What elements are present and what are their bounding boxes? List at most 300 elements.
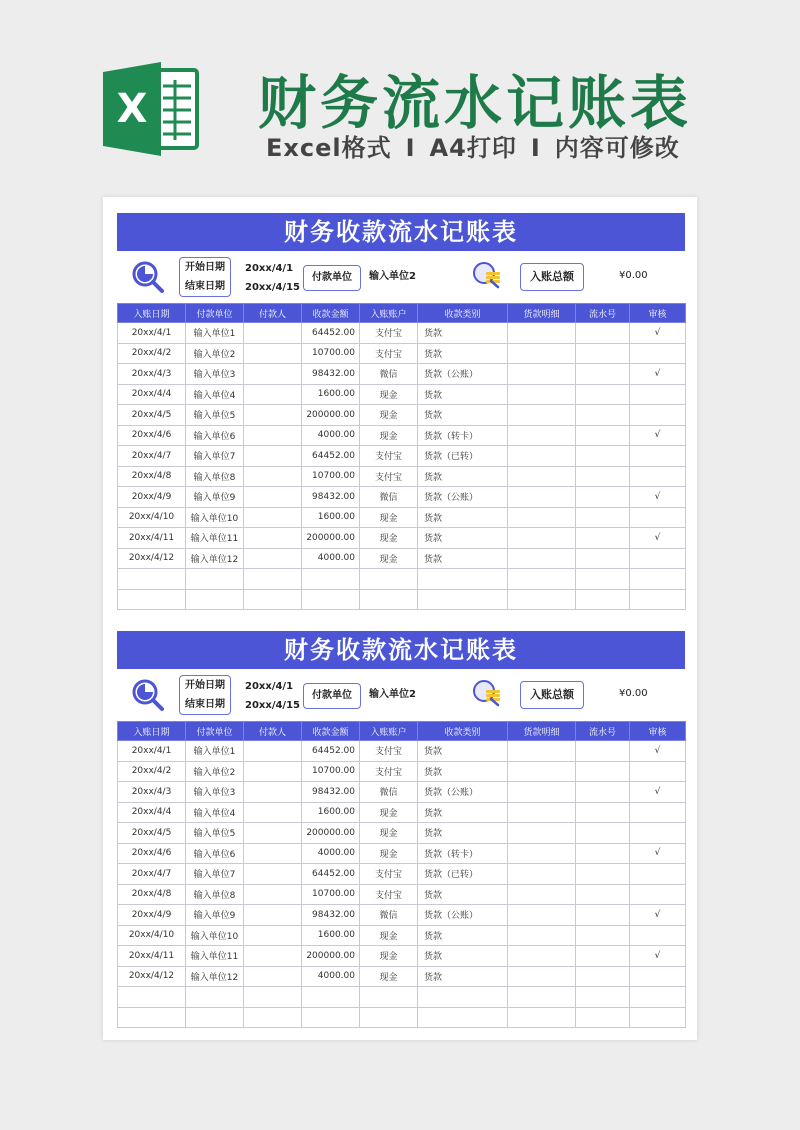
- cell-account[interactable]: 现金: [360, 966, 418, 987]
- cell-entry-date[interactable]: 20xx/4/9: [118, 905, 186, 926]
- cell-serial-no[interactable]: [576, 782, 630, 803]
- cell-amount[interactable]: 1600.00: [302, 802, 360, 823]
- cell-audit[interactable]: √: [630, 905, 686, 926]
- hero-header: [0, 0, 800, 190]
- cell-entry-date[interactable]: 20xx/4/6: [118, 843, 186, 864]
- cell-account[interactable]: 现金: [360, 925, 418, 946]
- table-row: [118, 741, 686, 762]
- cell-category[interactable]: [418, 589, 508, 610]
- cell-serial-no[interactable]: [576, 364, 630, 385]
- subtitle-separator: I: [530, 134, 541, 162]
- cell-amount[interactable]: 4000.00: [302, 966, 360, 987]
- cell-detail[interactable]: [508, 323, 576, 344]
- cell-serial-no[interactable]: [576, 405, 630, 426]
- column-header-serial-no: 流水号: [576, 304, 630, 323]
- cell-amount[interactable]: 10700.00: [302, 343, 360, 364]
- cell-category[interactable]: 货款: [418, 741, 508, 762]
- column-header-payer-person: 付款人: [244, 722, 302, 741]
- cell-payer-person[interactable]: [244, 507, 302, 528]
- cell-audit[interactable]: √: [630, 843, 686, 864]
- column-header-serial-no: 流水号: [576, 722, 630, 741]
- column-header-detail: 货款明细: [508, 304, 576, 323]
- table-row: [118, 425, 686, 446]
- cell-payer[interactable]: 输入单位12: [186, 966, 244, 987]
- cell-category[interactable]: 货款: [418, 323, 508, 344]
- cell-audit[interactable]: [630, 966, 686, 987]
- cell-payer-person[interactable]: [244, 905, 302, 926]
- cell-entry-date[interactable]: [118, 569, 186, 590]
- cell-entry-date[interactable]: 20xx/4/2: [118, 761, 186, 782]
- column-header-payer-person: 付款人: [244, 304, 302, 323]
- cell-audit[interactable]: [630, 589, 686, 610]
- cell-serial-no[interactable]: [576, 446, 630, 467]
- cell-detail[interactable]: [508, 741, 576, 762]
- cell-audit[interactable]: √: [630, 323, 686, 344]
- table-row: [118, 966, 686, 987]
- cell-entry-date[interactable]: [118, 987, 186, 1008]
- cell-payer[interactable]: 输入单位3: [186, 782, 244, 803]
- cell-account[interactable]: 现金: [360, 946, 418, 967]
- cell-serial-no[interactable]: [576, 905, 630, 926]
- cell-category[interactable]: [418, 1007, 508, 1028]
- start-date-label: 开始日期: [185, 680, 225, 691]
- cell-detail[interactable]: [508, 364, 576, 385]
- cell-payer-person[interactable]: [244, 323, 302, 344]
- cell-entry-date[interactable]: 20xx/4/1: [118, 323, 186, 344]
- cell-audit[interactable]: [630, 925, 686, 946]
- cell-detail[interactable]: [508, 925, 576, 946]
- cell-audit[interactable]: √: [630, 528, 686, 549]
- cell-category[interactable]: 货款（公账）: [418, 782, 508, 803]
- cell-amount[interactable]: 64452.00: [302, 741, 360, 762]
- cell-audit[interactable]: [630, 384, 686, 405]
- cell-account[interactable]: 现金: [360, 507, 418, 528]
- cell-audit[interactable]: √: [630, 741, 686, 762]
- cell-payer[interactable]: 输入单位12: [186, 548, 244, 569]
- cell-detail[interactable]: [508, 946, 576, 967]
- cell-audit[interactable]: [630, 343, 686, 364]
- cell-audit[interactable]: √: [630, 946, 686, 967]
- cell-category[interactable]: 货款: [418, 384, 508, 405]
- table-row: [118, 802, 686, 823]
- cell-amount[interactable]: 200000.00: [302, 528, 360, 549]
- cell-amount[interactable]: 98432.00: [302, 487, 360, 508]
- cell-payer-person[interactable]: [244, 823, 302, 844]
- cell-serial-no[interactable]: [576, 925, 630, 946]
- cell-entry-date[interactable]: 20xx/4/5: [118, 823, 186, 844]
- table-row: [118, 782, 686, 803]
- cell-entry-date[interactable]: 20xx/4/8: [118, 466, 186, 487]
- cell-amount[interactable]: 10700.00: [302, 761, 360, 782]
- cell-audit[interactable]: √: [630, 487, 686, 508]
- date-range-values: [245, 259, 300, 297]
- cell-account[interactable]: 支付宝: [360, 761, 418, 782]
- cell-payer-person[interactable]: [244, 364, 302, 385]
- table-row: [118, 823, 686, 844]
- cell-audit[interactable]: [630, 569, 686, 590]
- cell-entry-date[interactable]: 20xx/4/6: [118, 425, 186, 446]
- cell-payer-person[interactable]: [244, 446, 302, 467]
- cell-audit[interactable]: [630, 466, 686, 487]
- total-amount-value: ¥0.00: [619, 688, 648, 699]
- cell-serial-no[interactable]: [576, 966, 630, 987]
- cell-amount[interactable]: 200000.00: [302, 405, 360, 426]
- cell-detail[interactable]: [508, 425, 576, 446]
- cell-serial-no[interactable]: [576, 884, 630, 905]
- cell-account[interactable]: 现金: [360, 823, 418, 844]
- cell-detail[interactable]: [508, 905, 576, 926]
- payer-value[interactable]: 输入单位2: [369, 689, 416, 700]
- cell-serial-no[interactable]: [576, 823, 630, 844]
- cell-entry-date[interactable]: 20xx/4/4: [118, 384, 186, 405]
- cell-category[interactable]: 货款（公账）: [418, 487, 508, 508]
- cell-payer[interactable]: 输入单位4: [186, 384, 244, 405]
- cell-serial-no[interactable]: [576, 843, 630, 864]
- cell-serial-no[interactable]: [576, 589, 630, 610]
- cell-payer-person[interactable]: [244, 761, 302, 782]
- cell-payer-person[interactable]: [244, 589, 302, 610]
- cell-amount[interactable]: 64452.00: [302, 323, 360, 344]
- cell-audit[interactable]: √: [630, 782, 686, 803]
- cell-serial-no[interactable]: [576, 569, 630, 590]
- cell-entry-date[interactable]: 20xx/4/12: [118, 966, 186, 987]
- cell-payer[interactable]: 输入单位5: [186, 405, 244, 426]
- cell-payer[interactable]: 输入单位2: [186, 343, 244, 364]
- cell-detail[interactable]: [508, 446, 576, 467]
- cell-payer[interactable]: 输入单位8: [186, 884, 244, 905]
- cell-detail[interactable]: [508, 884, 576, 905]
- cell-detail[interactable]: [508, 802, 576, 823]
- cell-serial-no[interactable]: [576, 741, 630, 762]
- cell-payer-person[interactable]: [244, 405, 302, 426]
- cell-amount[interactable]: [302, 569, 360, 590]
- cell-entry-date[interactable]: 20xx/4/3: [118, 782, 186, 803]
- cell-category[interactable]: 货款: [418, 548, 508, 569]
- cell-account[interactable]: 现金: [360, 548, 418, 569]
- cell-payer-person[interactable]: [244, 966, 302, 987]
- cell-payer[interactable]: 输入单位11: [186, 946, 244, 967]
- cell-category[interactable]: 货款（公账）: [418, 364, 508, 385]
- cell-payer[interactable]: 输入单位1: [186, 323, 244, 344]
- cell-payer-person[interactable]: [244, 343, 302, 364]
- cell-amount[interactable]: 98432.00: [302, 782, 360, 803]
- cell-detail[interactable]: [508, 466, 576, 487]
- table-row: [118, 487, 686, 508]
- cell-detail[interactable]: [508, 343, 576, 364]
- total-amount-value: ¥0.00: [619, 270, 648, 281]
- cell-entry-date[interactable]: 20xx/4/2: [118, 343, 186, 364]
- cell-account[interactable]: 支付宝: [360, 446, 418, 467]
- cell-entry-date[interactable]: [118, 1007, 186, 1028]
- cell-amount[interactable]: 64452.00: [302, 446, 360, 467]
- cell-entry-date[interactable]: 20xx/4/1: [118, 741, 186, 762]
- cell-category[interactable]: [418, 569, 508, 590]
- cell-payer-person[interactable]: [244, 528, 302, 549]
- cell-detail[interactable]: [508, 507, 576, 528]
- cell-account[interactable]: 现金: [360, 528, 418, 549]
- cell-account[interactable]: [360, 987, 418, 1008]
- cell-audit[interactable]: [630, 507, 686, 528]
- cell-audit[interactable]: [630, 446, 686, 467]
- cell-payer[interactable]: 输入单位6: [186, 843, 244, 864]
- cell-detail[interactable]: [508, 528, 576, 549]
- cell-account[interactable]: 现金: [360, 384, 418, 405]
- cell-payer[interactable]: 输入单位7: [186, 446, 244, 467]
- ledger-block: [117, 631, 685, 1028]
- cell-payer-person[interactable]: [244, 1007, 302, 1028]
- cell-account[interactable]: 支付宝: [360, 323, 418, 344]
- cell-payer-person[interactable]: [244, 384, 302, 405]
- cell-audit[interactable]: [630, 548, 686, 569]
- cell-amount[interactable]: 98432.00: [302, 905, 360, 926]
- cell-entry-date[interactable]: 20xx/4/7: [118, 864, 186, 885]
- cell-entry-date[interactable]: 20xx/4/10: [118, 507, 186, 528]
- cell-payer[interactable]: [186, 589, 244, 610]
- cell-payer[interactable]: 输入单位11: [186, 528, 244, 549]
- cell-audit[interactable]: √: [630, 425, 686, 446]
- cell-amount[interactable]: 64452.00: [302, 864, 360, 885]
- start-date-value[interactable]: 20xx/4/1: [245, 681, 294, 692]
- cell-payer[interactable]: 输入单位10: [186, 925, 244, 946]
- end-date-value[interactable]: 20xx/4/15: [245, 282, 300, 293]
- cell-account[interactable]: 现金: [360, 405, 418, 426]
- cell-entry-date[interactable]: 20xx/4/3: [118, 364, 186, 385]
- cell-category[interactable]: 货款: [418, 966, 508, 987]
- cell-payer[interactable]: [186, 569, 244, 590]
- cell-entry-date[interactable]: 20xx/4/4: [118, 802, 186, 823]
- cell-amount[interactable]: 1600.00: [302, 507, 360, 528]
- cell-category[interactable]: 货款（转卡）: [418, 425, 508, 446]
- cell-detail[interactable]: [508, 405, 576, 426]
- cell-detail[interactable]: [508, 782, 576, 803]
- cell-category[interactable]: 货款: [418, 466, 508, 487]
- cell-payer-person[interactable]: [244, 987, 302, 1008]
- cell-audit[interactable]: [630, 823, 686, 844]
- cell-amount[interactable]: 4000.00: [302, 425, 360, 446]
- cell-detail[interactable]: [508, 761, 576, 782]
- cell-account[interactable]: 支付宝: [360, 343, 418, 364]
- cell-payer-person[interactable]: [244, 925, 302, 946]
- cell-amount[interactable]: [302, 987, 360, 1008]
- cell-entry-date[interactable]: 20xx/4/12: [118, 548, 186, 569]
- table-row: [118, 323, 686, 344]
- cell-entry-date[interactable]: 20xx/4/5: [118, 405, 186, 426]
- cell-category[interactable]: [418, 987, 508, 1008]
- cell-payer[interactable]: 输入单位9: [186, 905, 244, 926]
- cell-entry-date[interactable]: 20xx/4/10: [118, 925, 186, 946]
- ledger-block: [117, 213, 685, 610]
- cell-payer[interactable]: [186, 987, 244, 1008]
- cell-detail[interactable]: [508, 548, 576, 569]
- cell-amount[interactable]: [302, 1007, 360, 1028]
- cell-payer[interactable]: [186, 1007, 244, 1028]
- cell-payer-person[interactable]: [244, 548, 302, 569]
- cell-category[interactable]: 货款: [418, 528, 508, 549]
- cell-serial-no[interactable]: [576, 384, 630, 405]
- cell-serial-no[interactable]: [576, 548, 630, 569]
- cell-account[interactable]: 支付宝: [360, 864, 418, 885]
- cell-category[interactable]: 货款（公账）: [418, 905, 508, 926]
- table-row: [118, 569, 686, 590]
- cell-serial-no[interactable]: [576, 323, 630, 344]
- table-row: [118, 528, 686, 549]
- cell-serial-no[interactable]: [576, 528, 630, 549]
- table-header-row: [118, 722, 686, 741]
- cell-amount[interactable]: 4000.00: [302, 548, 360, 569]
- subtitle-print: A4打印: [429, 134, 517, 162]
- cell-entry-date[interactable]: 20xx/4/11: [118, 946, 186, 967]
- cell-amount[interactable]: 98432.00: [302, 364, 360, 385]
- cell-detail[interactable]: [508, 384, 576, 405]
- ledger-title: 财务收款流水记账表: [117, 631, 685, 669]
- cell-category[interactable]: 货款: [418, 802, 508, 823]
- cell-amount[interactable]: 4000.00: [302, 843, 360, 864]
- cell-account[interactable]: 现金: [360, 843, 418, 864]
- column-header-amount: 收款金额: [302, 722, 360, 741]
- table-row: [118, 925, 686, 946]
- cell-account[interactable]: 支付宝: [360, 466, 418, 487]
- cell-payer-person[interactable]: [244, 782, 302, 803]
- cell-serial-no[interactable]: [576, 864, 630, 885]
- cell-payer-person[interactable]: [244, 425, 302, 446]
- start-date-value[interactable]: 20xx/4/1: [245, 263, 294, 274]
- cell-payer[interactable]: 输入单位2: [186, 761, 244, 782]
- cell-serial-no[interactable]: [576, 425, 630, 446]
- cell-category[interactable]: 货款: [418, 946, 508, 967]
- table-row: [118, 843, 686, 864]
- cell-payer-person[interactable]: [244, 946, 302, 967]
- cell-detail[interactable]: [508, 589, 576, 610]
- table-row: [118, 507, 686, 528]
- cell-entry-date[interactable]: 20xx/4/9: [118, 487, 186, 508]
- table-row: [118, 384, 686, 405]
- cell-payer-person[interactable]: [244, 864, 302, 885]
- cell-category[interactable]: 货款: [418, 823, 508, 844]
- cell-account[interactable]: 微信: [360, 364, 418, 385]
- cell-entry-date[interactable]: 20xx/4/8: [118, 884, 186, 905]
- payer-label: 付款单位: [303, 265, 361, 291]
- cell-category[interactable]: 货款（已转）: [418, 864, 508, 885]
- cell-payer[interactable]: 输入单位5: [186, 823, 244, 844]
- table-row: [118, 905, 686, 926]
- cell-account[interactable]: 现金: [360, 425, 418, 446]
- cell-account[interactable]: [360, 1007, 418, 1028]
- cell-account[interactable]: 微信: [360, 905, 418, 926]
- cell-audit[interactable]: [630, 1007, 686, 1028]
- cell-account[interactable]: 微信: [360, 782, 418, 803]
- cell-category[interactable]: 货款: [418, 925, 508, 946]
- cell-payer-person[interactable]: [244, 487, 302, 508]
- cell-payer[interactable]: 输入单位3: [186, 364, 244, 385]
- cell-serial-no[interactable]: [576, 487, 630, 508]
- cell-detail[interactable]: [508, 569, 576, 590]
- cell-category[interactable]: 货款: [418, 507, 508, 528]
- cell-audit[interactable]: [630, 761, 686, 782]
- cell-payer[interactable]: 输入单位1: [186, 741, 244, 762]
- column-header-payer: 付款单位: [186, 304, 244, 323]
- cell-account[interactable]: 现金: [360, 802, 418, 823]
- cell-payer[interactable]: 输入单位7: [186, 864, 244, 885]
- cell-amount[interactable]: 10700.00: [302, 884, 360, 905]
- column-header-amount: 收款金额: [302, 304, 360, 323]
- cell-serial-no[interactable]: [576, 987, 630, 1008]
- cell-payer[interactable]: 输入单位4: [186, 802, 244, 823]
- cell-audit[interactable]: [630, 405, 686, 426]
- coin-search-icon: [472, 679, 504, 707]
- cell-category[interactable]: 货款（转卡）: [418, 843, 508, 864]
- cell-payer[interactable]: 输入单位6: [186, 425, 244, 446]
- end-date-label: 结束日期: [185, 699, 225, 710]
- cell-amount[interactable]: [302, 589, 360, 610]
- cell-amount[interactable]: 1600.00: [302, 384, 360, 405]
- cell-category[interactable]: 货款: [418, 343, 508, 364]
- cell-serial-no[interactable]: [576, 802, 630, 823]
- cell-serial-no[interactable]: [576, 507, 630, 528]
- table-row: [118, 364, 686, 385]
- cell-entry-date[interactable]: 20xx/4/11: [118, 528, 186, 549]
- cell-amount[interactable]: 200000.00: [302, 946, 360, 967]
- cell-serial-no[interactable]: [576, 343, 630, 364]
- cell-detail[interactable]: [508, 843, 576, 864]
- cell-entry-date[interactable]: 20xx/4/7: [118, 446, 186, 467]
- cell-account[interactable]: 支付宝: [360, 884, 418, 905]
- payer-value[interactable]: 输入单位2: [369, 271, 416, 282]
- cell-serial-no[interactable]: [576, 466, 630, 487]
- cell-payer[interactable]: 输入单位8: [186, 466, 244, 487]
- cell-audit[interactable]: [630, 864, 686, 885]
- cell-category[interactable]: 货款: [418, 405, 508, 426]
- cell-payer-person[interactable]: [244, 741, 302, 762]
- end-date-value[interactable]: 20xx/4/15: [245, 700, 300, 711]
- cell-payer-person[interactable]: [244, 802, 302, 823]
- cell-serial-no[interactable]: [576, 946, 630, 967]
- cell-audit[interactable]: [630, 884, 686, 905]
- cell-detail[interactable]: [508, 864, 576, 885]
- cell-detail[interactable]: [508, 987, 576, 1008]
- cell-audit[interactable]: √: [630, 364, 686, 385]
- cell-amount[interactable]: 10700.00: [302, 466, 360, 487]
- cell-audit[interactable]: [630, 802, 686, 823]
- cell-payer-person[interactable]: [244, 884, 302, 905]
- cell-category[interactable]: 货款（已转）: [418, 446, 508, 467]
- cell-category[interactable]: 货款: [418, 761, 508, 782]
- cell-detail[interactable]: [508, 1007, 576, 1028]
- cell-detail[interactable]: [508, 966, 576, 987]
- cell-payer-person[interactable]: [244, 466, 302, 487]
- cell-payer-person[interactable]: [244, 843, 302, 864]
- cell-account[interactable]: [360, 589, 418, 610]
- cell-entry-date[interactable]: [118, 589, 186, 610]
- cell-account[interactable]: [360, 569, 418, 590]
- cell-serial-no[interactable]: [576, 1007, 630, 1028]
- cell-account[interactable]: 支付宝: [360, 741, 418, 762]
- page-subtitle: [266, 128, 680, 163]
- cell-payer[interactable]: 输入单位9: [186, 487, 244, 508]
- excel-icon: [103, 62, 203, 156]
- cell-detail[interactable]: [508, 823, 576, 844]
- cell-amount[interactable]: 1600.00: [302, 925, 360, 946]
- cell-audit[interactable]: [630, 987, 686, 1008]
- cell-detail[interactable]: [508, 487, 576, 508]
- column-header-account: 入账账户: [360, 722, 418, 741]
- cell-serial-no[interactable]: [576, 761, 630, 782]
- cell-category[interactable]: 货款: [418, 884, 508, 905]
- cell-account[interactable]: 微信: [360, 487, 418, 508]
- end-date-label: 结束日期: [185, 281, 225, 292]
- cell-payer-person[interactable]: [244, 569, 302, 590]
- cell-amount[interactable]: 200000.00: [302, 823, 360, 844]
- cell-payer[interactable]: 输入单位10: [186, 507, 244, 528]
